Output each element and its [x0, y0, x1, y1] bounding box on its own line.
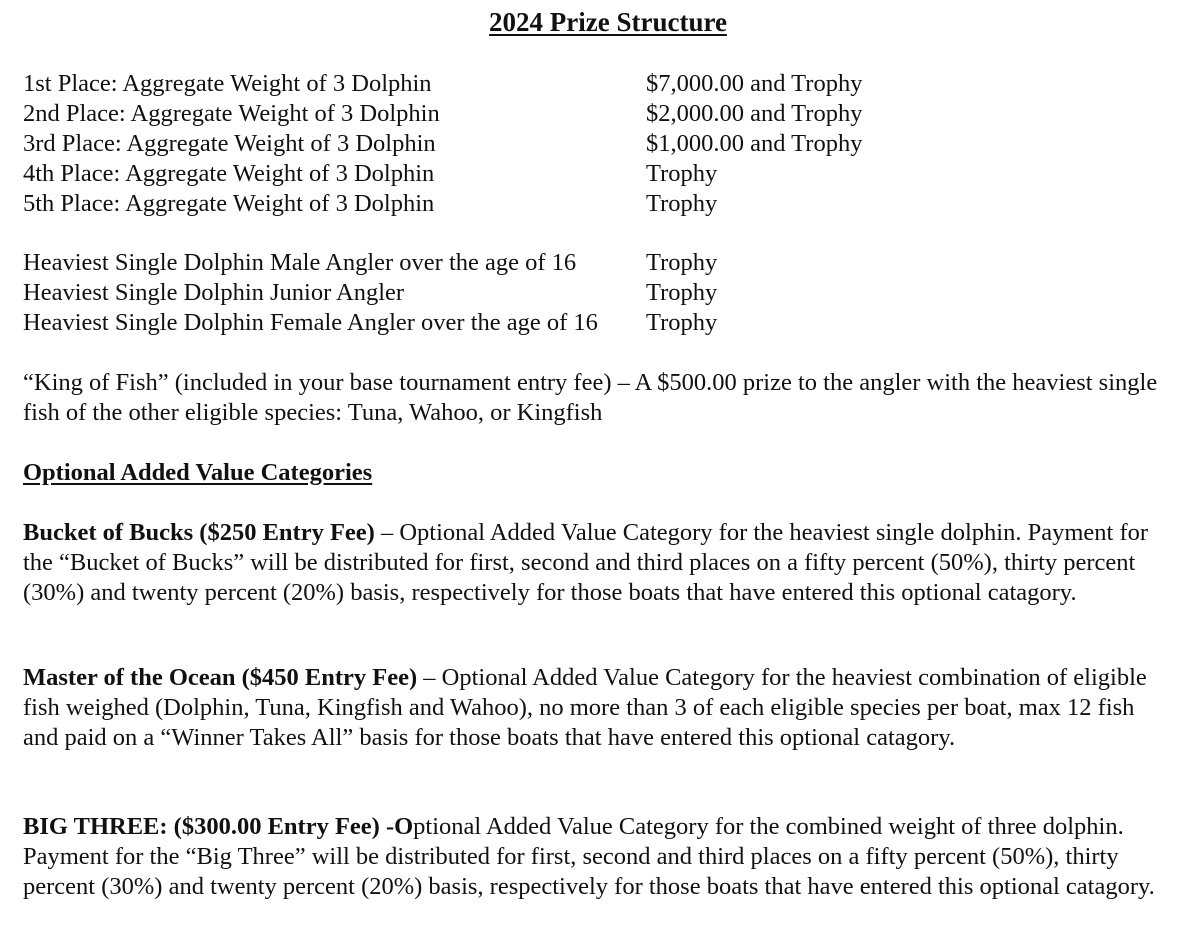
prize-description: Heaviest Single Dolphin Junior Angler — [23, 279, 405, 306]
big-three-title: BIG THREE: ($300.00 Entry Fee) -O — [23, 813, 414, 840]
big-three-paragraph — [23, 812, 1173, 902]
prize-award: Trophy — [646, 249, 718, 276]
prize-description: 4th Place: Aggregate Weight of 3 Dolphin — [23, 160, 435, 187]
master-of-the-ocean-title: Master of the Ocean ($450 Entry Fee) — [23, 664, 418, 691]
prize-row-3rd — [23, 129, 1183, 159]
prize-description: 3rd Place: Aggregate Weight of 3 Dolphin — [23, 130, 436, 157]
prize-row-junior-angler — [23, 278, 1183, 308]
prize-award: Trophy — [646, 190, 718, 217]
king-of-fish-paragraph: “King of Fish” (included in your base tournament entry fee) – A $500.00 prize to the angler with the heaviest single fish of the other eligible species: Tuna, Wahoo, or Kingfish — [23, 369, 1158, 426]
bucket-of-bucks-paragraph — [23, 518, 1173, 608]
prize-row-2nd — [23, 99, 1183, 129]
master-of-the-ocean-body: – Optional Added Value Category for the heaviest combination of eligible fish weighed (Dolphin, Tuna, Kingfish and Wahoo), no more than 3 of each eligible species per boat, max 12 fish and paid on a “Winner Takes All” basis for those boats that have entered this optional catagory. — [23, 664, 1147, 751]
prize-row-4th — [23, 159, 1183, 189]
single-dolphin-prize-table — [23, 248, 1183, 338]
place-prize-table — [23, 69, 1183, 219]
prize-row-female-angler — [23, 308, 1183, 338]
prize-row-1st — [23, 69, 1183, 99]
prize-description: 2nd Place: Aggregate Weight of 3 Dolphin — [23, 100, 440, 127]
master-of-the-ocean-paragraph — [23, 663, 1173, 753]
prize-description: Heaviest Single Dolphin Male Angler over the age of 16 — [23, 249, 577, 276]
prize-description: Heaviest Single Dolphin Female Angler over the age of 16 — [23, 309, 598, 336]
prize-award: Trophy — [646, 309, 718, 336]
prize-description: 1st Place: Aggregate Weight of 3 Dolphin — [23, 70, 432, 97]
bucket-of-bucks-title: Bucket of Bucks ($250 Entry Fee) — [23, 519, 375, 546]
prize-award: Trophy — [646, 279, 718, 306]
big-three-body: ptional Added Value Category for the combined weight of three dolphin. Payment for the “Big Three” will be distributed for first, second and third places on a fifty percent (50%), thirty percent (30%) and twenty percent (20%) basis, respectively for those boats that have entered this optional catagory. — [23, 813, 1155, 900]
prize-award: Trophy — [646, 160, 718, 187]
prize-award: $1,000.00 and Trophy — [646, 130, 863, 157]
optional-categories-heading: Optional Added Value Categories — [23, 459, 373, 486]
prize-row-5th — [23, 189, 1183, 219]
prize-description: 5th Place: Aggregate Weight of 3 Dolphin — [23, 190, 435, 217]
prize-award: $7,000.00 and Trophy — [646, 70, 863, 97]
bucket-of-bucks-body: – Optional Added Value Category for the heaviest single dolphin. Payment for the “Bucket of Bucks” will be distributed for first, second and third places on a fifty percent (50%), thirty percent (30%) and twenty percent (20%) basis, respectively for those boats that have entered this optional catagory. — [23, 519, 1149, 606]
prize-row-male-angler — [23, 248, 1183, 278]
prize-award: $2,000.00 and Trophy — [646, 100, 863, 127]
page-title: 2024 Prize Structure — [489, 7, 727, 37]
